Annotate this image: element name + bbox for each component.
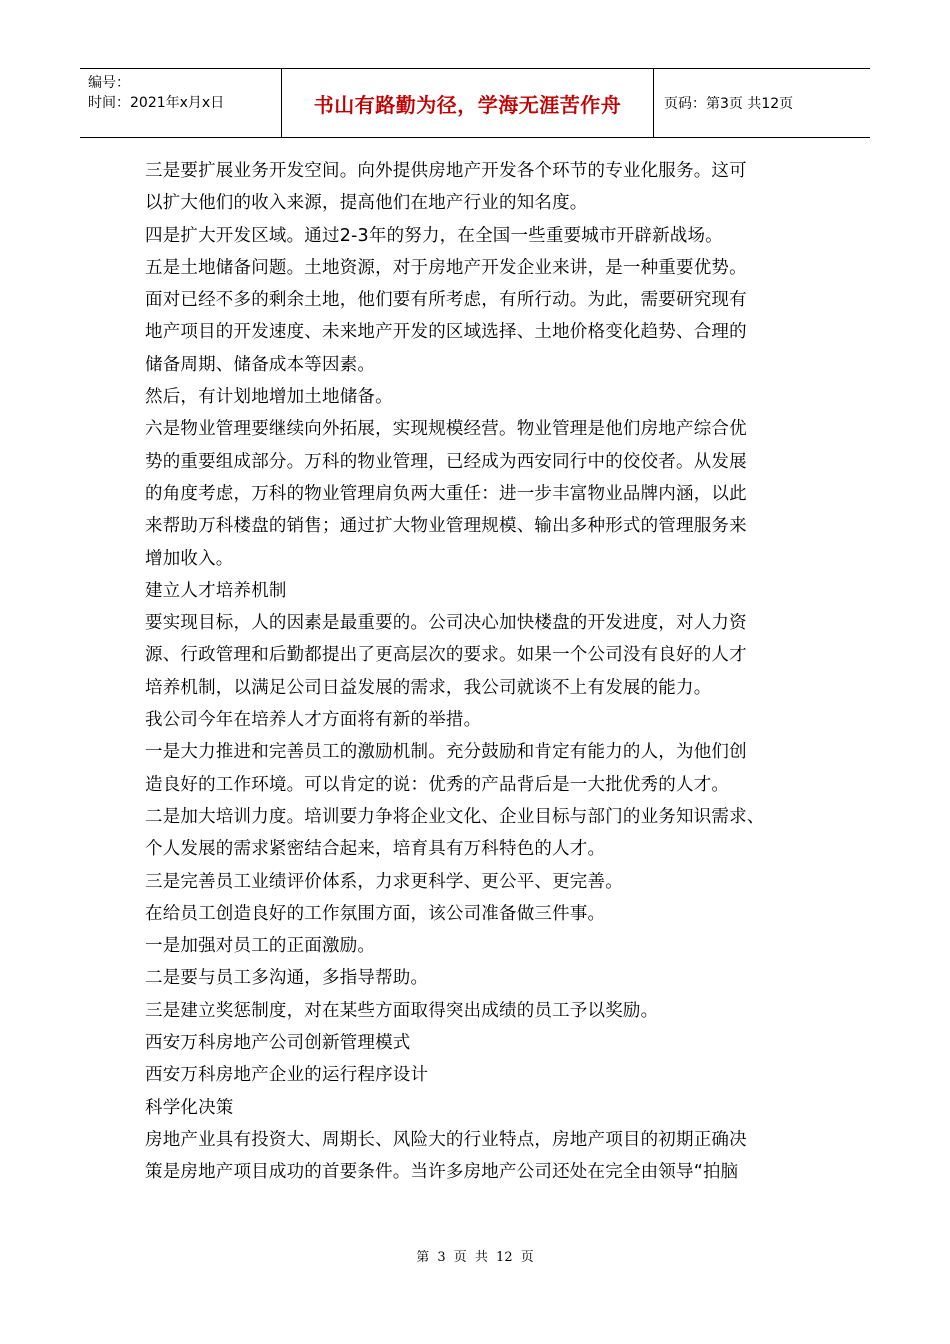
body-line: 源、行政管理和后勤都提出了更高层次的要求。如果一个公司没有良好的人才 — [145, 645, 747, 666]
body-line: 增加收入。 — [145, 548, 234, 569]
body-line: 四是扩大开发区域。通过2-3年的努力，在全国一些重要城市开辟新战场。 — [145, 225, 723, 246]
body-line: 然后，有计划地增加土地储备。 — [145, 387, 393, 408]
header-motto: 书山有路勤为径，学海无涯苦作舟 — [282, 69, 654, 137]
section-heading: 建立人才培养机制 — [145, 580, 287, 601]
header-meta — [80, 69, 282, 137]
body-line: 储备周期、储备成本等因素。 — [145, 354, 376, 375]
section-heading: 西安万科房地产企业的运行程序设计 — [145, 1065, 429, 1086]
page-footer: 第 3 页 共 12 页 — [416, 1250, 534, 1265]
body-line: 个人发展的需求紧密结合起来，培育具有万科特色的人才。 — [145, 839, 606, 860]
body-line: 二是要与员工多沟通，多指导帮助。 — [145, 968, 429, 989]
body-line: 五是土地储备问题。土地资源，对于房地产开发企业来讲，是一种重要优势。 — [145, 257, 747, 278]
body-line: 一是大力推进和完善员工的激励机制。充分鼓励和肯定有能力的人，为他们创 — [145, 742, 747, 763]
body-line: 以扩大他们的收入来源，提高他们在地产行业的知名度。 — [145, 193, 588, 214]
section-heading: 科学化决策 — [145, 1097, 234, 1118]
document-body — [145, 155, 810, 1189]
document-time: 时间：2021年x月x日 — [88, 95, 225, 111]
section-heading: 西安万科房地产公司创新管理模式 — [145, 1033, 411, 1054]
body-line: 造良好的工作环境。可以肯定的说：优秀的产品背后是一大批优秀的人才。 — [145, 774, 730, 795]
body-line: 三是完善员工业绩评价体系，力求更科学、更公平、更完善。 — [145, 871, 623, 892]
body-line: 地产项目的开发速度、未来地产开发的区域选择、土地价格变化趋势、合理的 — [145, 322, 747, 343]
body-line: 的角度考虑，万科的物业管理肩负两大重任：进一步丰富物业品牌内涵，以此 — [145, 483, 747, 504]
body-line: 来帮助万科楼盘的销售；通过扩大物业管理规模、输出多种形式的管理服务来 — [145, 516, 747, 537]
body-line: 三是建立奖惩制度，对在某些方面取得突出成绩的员工予以奖励。 — [145, 1000, 659, 1021]
body-line: 二是加大培训力度。培训要力争将企业文化、企业目标与部门的业务知识需求、 — [145, 806, 765, 827]
page-header — [80, 68, 870, 138]
header-page-info: 页码：第3页 共12页 — [664, 96, 794, 112]
body-line: 我公司今年在培养人才方面将有新的举措。 — [145, 710, 482, 731]
body-line: 三是要扩展业务开发空间。向外提供房地产开发各个环节的专业化服务。这可 — [145, 161, 747, 181]
body-line: 培养机制，以满足公司日益发展的需求，我公司就谈不上有发展的能力。 — [145, 677, 712, 698]
body-line: 要实现目标，人的因素是最重要的。公司决心加快楼盘的开发进度，对人力资 — [145, 613, 747, 634]
body-line: 一是加强对员工的正面激励。 — [145, 936, 376, 957]
body-line: 面对已经不多的剩余土地，他们要有所考虑，有所行动。为此，需要研究现有 — [145, 290, 747, 311]
body-line: 势的重要组成部分。万科的物业管理，已经成为西安同行中的佼佼者。从发展 — [145, 451, 747, 472]
document-number: 编号： — [88, 75, 130, 91]
body-line: 房地产业具有投资大、周期长、风险大的行业特点，房地产项目的初期正确决 — [145, 1129, 747, 1150]
body-line: 策是房地产项目成功的首要条件。当许多房地产公司还处在完全由领导“拍脑 — [145, 1162, 739, 1183]
body-line: 六是物业管理要继续向外拓展，实现规模经营。物业管理是他们房地产综合优 — [145, 419, 747, 440]
body-line: 在给员工创造良好的工作氛围方面，该公司准备做三件事。 — [145, 903, 606, 924]
